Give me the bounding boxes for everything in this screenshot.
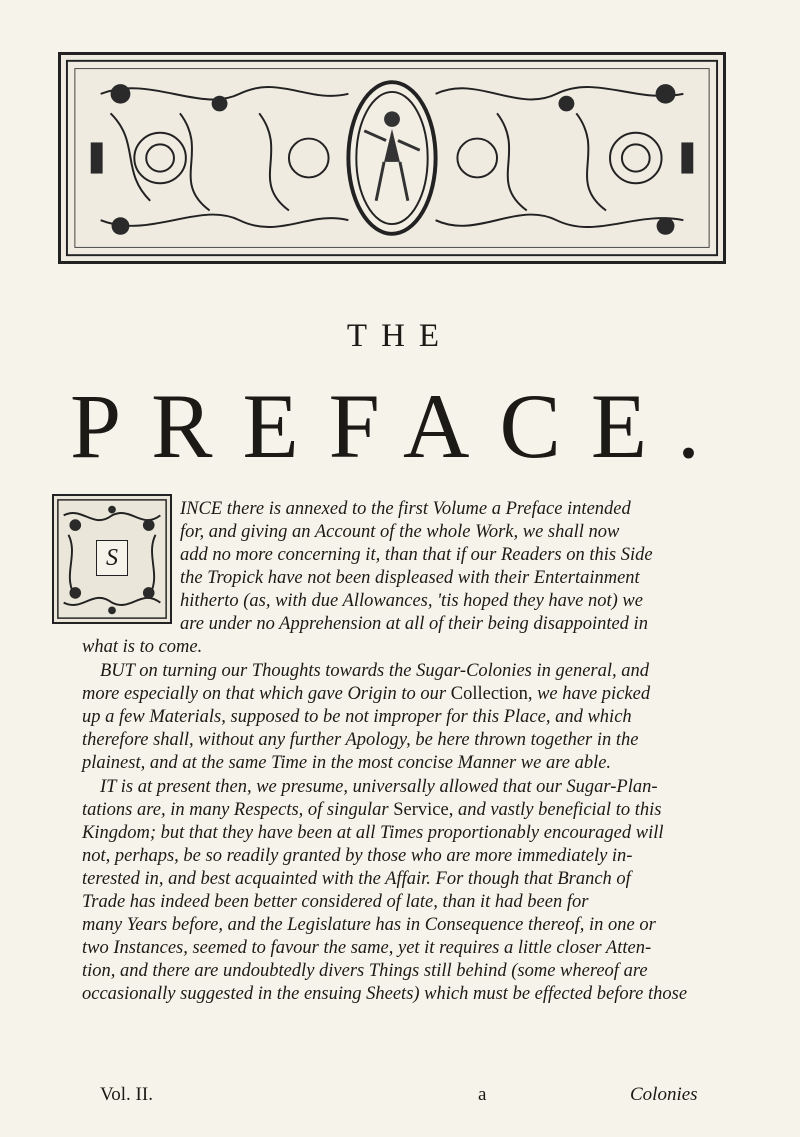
text-line: the Tropick have not been displeased with their Entertainment <box>180 568 640 588</box>
text-line: IT is at present then, we presume, universally allowed that our Sugar-Plan- <box>100 777 658 797</box>
text-segment: and vastly beneficial to this <box>453 800 662 820</box>
word-service: Service, <box>393 800 454 820</box>
signature-mark: a <box>478 1084 487 1105</box>
text-line: are under no Apprehension at all of their being disappointed in <box>180 614 648 634</box>
word-collection: Collection, <box>450 684 533 704</box>
text-line: INCE there is annexed to the first Volume a Preface intended <box>180 499 631 519</box>
text-line: therefore shall, without any further Apology, be here thrown together in the <box>82 730 639 750</box>
text-line: Kingdom; but that they have been at all Times proportionably encouraged will <box>82 823 664 843</box>
page-footer <box>0 1084 800 1110</box>
catchword: Colonies <box>630 1084 698 1105</box>
title-preface: PREFACE. <box>69 375 731 477</box>
dropcap-letter: S <box>96 540 128 576</box>
text-line: add no more concerning it, than that if our Readers on this Side <box>180 545 653 565</box>
text-line: plainest, and at the same Time in the most concise Manner we are able. <box>82 753 612 773</box>
text-line: tion, and there are undoubtedly divers Things still behind (some whereof are <box>82 961 648 981</box>
text-line: hitherto (as, with due Allowances, 'tis hoped they have not) we <box>180 591 643 611</box>
text-line: terested in, and best acquainted with the Affair. For though that Branch of <box>82 869 631 889</box>
text-segment: we have picked <box>532 684 651 704</box>
text-line: for, and giving an Account of the whole Work, we shall now <box>180 522 620 542</box>
text-segment: tations are, in many Respects, of singular <box>82 800 394 820</box>
text-segment: more especially on that which gave Origin to our <box>82 684 451 704</box>
text-line <box>82 683 650 707</box>
text-line: Trade has indeed been better considered of late, than it had been for <box>82 892 589 912</box>
text-line: occasionally suggested in the ensuing Sheets) which must be effected before those <box>82 984 688 1004</box>
text-line: what is to come. <box>82 637 203 657</box>
text-line <box>82 799 661 823</box>
volume-number: Vol. II. <box>100 1084 153 1105</box>
text-line: up a few Materials, supposed to be not improper for this Place, and which <box>82 707 632 727</box>
text-line: two Instances, seemed to favour the same, yet it requires a little closer Atten- <box>82 938 652 958</box>
text-line: not, perhaps, be so readily granted by those who are more immediately in- <box>82 846 633 866</box>
title-the: THE <box>346 318 454 354</box>
text-line: many Years before, and the Legislature has in Consequence thereof, in one or <box>82 915 656 935</box>
text-line: BUT on turning our Thoughts towards the Sugar-Colonies in general, and <box>100 661 650 681</box>
